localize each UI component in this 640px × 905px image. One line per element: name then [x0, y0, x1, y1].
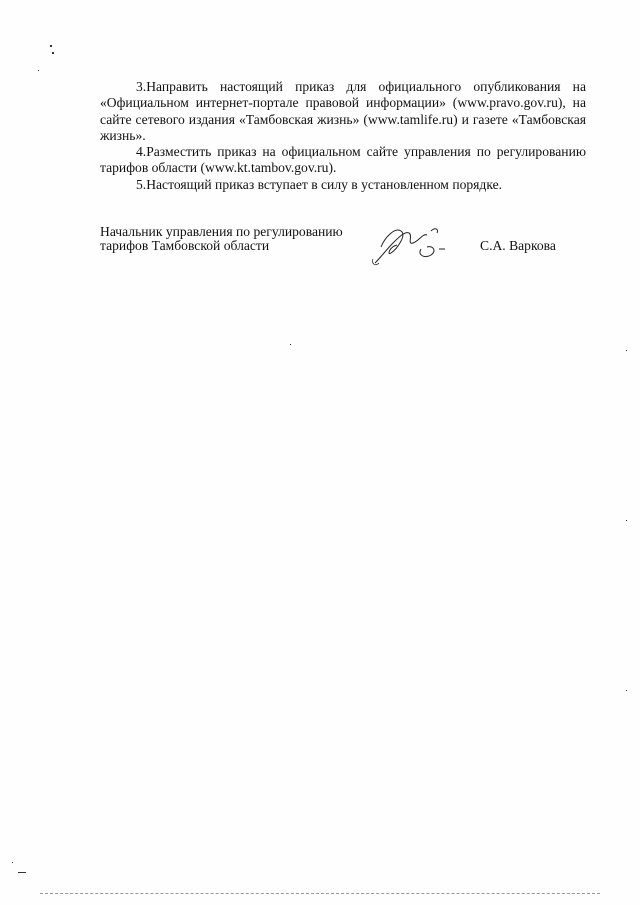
signer-position-line-1: Начальник управления по регулированию — [100, 224, 343, 239]
scan-speck — [626, 350, 627, 351]
scan-speck — [38, 70, 39, 71]
signature-block — [100, 225, 570, 275]
scan-speck — [12, 862, 13, 863]
order-body — [100, 79, 586, 193]
paragraph-4: 4.Разместить приказ на официальном сайте управления по регулированию тарифов области (www.kt.tambov.gov.ru). — [100, 144, 586, 176]
scan-speck — [50, 45, 52, 47]
scan-speck — [52, 52, 54, 54]
signer-name: С.А. Варкова — [480, 238, 556, 253]
scan-edge-line — [40, 893, 600, 895]
scan-speck — [626, 690, 627, 691]
scan-speck — [290, 344, 291, 345]
paragraph-5: 5.Настоящий приказ вступает в силу в установленном порядке. — [136, 176, 503, 192]
scan-speck — [626, 520, 627, 521]
handwritten-signature — [367, 219, 457, 269]
scan-speck — [18, 872, 26, 873]
signer-position-line-2: тарифов Тамбовской области — [100, 238, 270, 253]
paragraph-3: 3.Направить настоящий приказ для официального опубликования на «Официальном интернет-портале правовой информации» (www.pravo.gov.ru), на сайте сетевого издания «Тамбовская жизнь» (www.tamlife.ru) и газете «Тамбовская жизнь». — [100, 79, 586, 143]
